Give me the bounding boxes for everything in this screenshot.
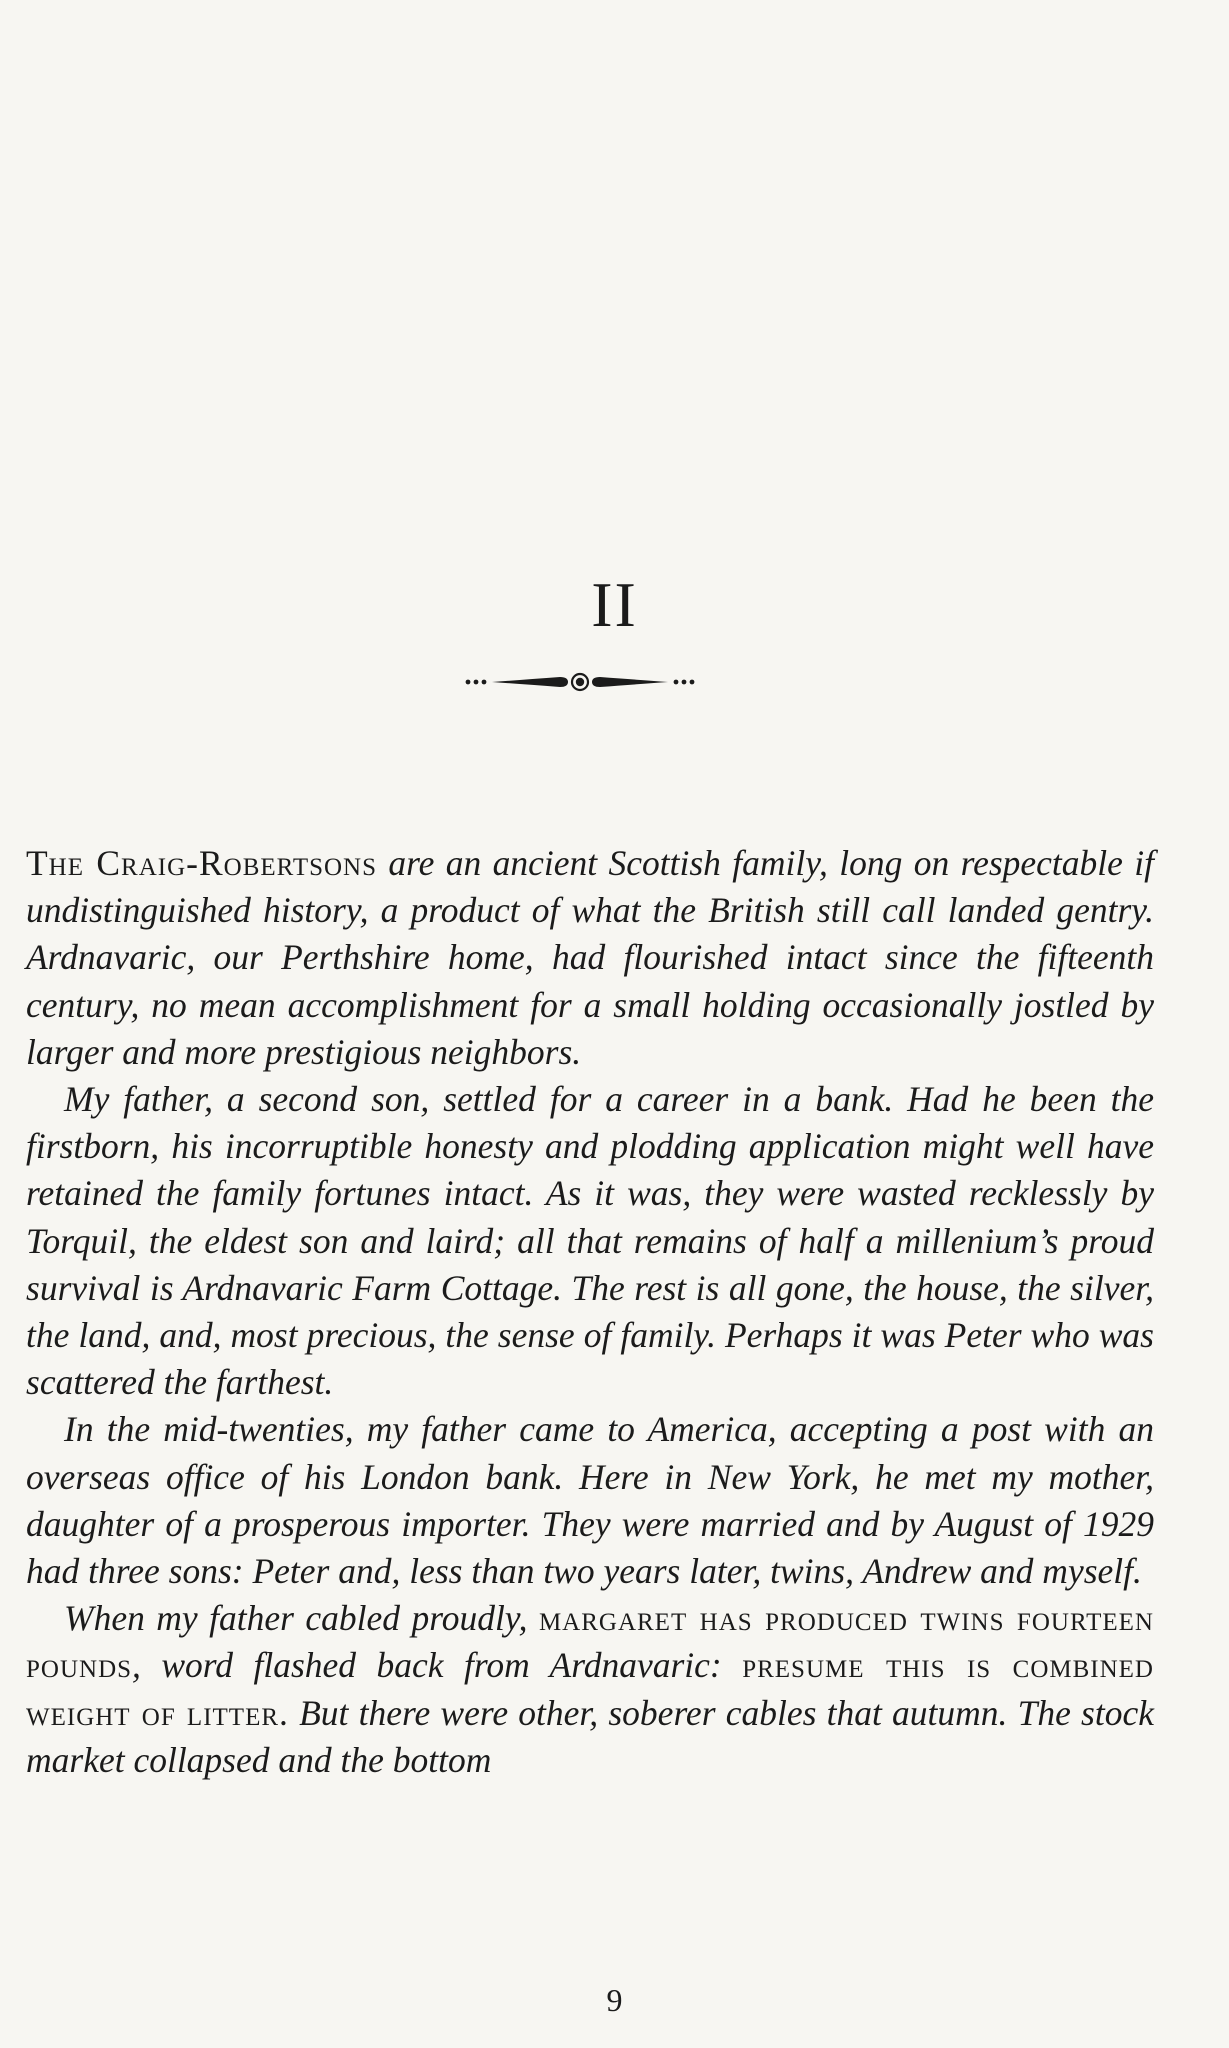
cable-text-2: presume this is combined weight of litter.	[26, 1645, 1154, 1733]
cable-text-1: margaret has produced twins fourteen pounds	[26, 1598, 1154, 1686]
page-number: 9	[606, 1982, 623, 2018]
paragraph-1	[26, 840, 1154, 1076]
flourish-divider-icon	[460, 670, 700, 694]
opening-smallcaps: The Craig-Robertsons	[26, 843, 378, 883]
paragraph-4-text-after: But there were other, soberer cables that autumn. The stock market collapsed and the bottom	[26, 1692, 1154, 1780]
paragraph-4	[26, 1595, 1154, 1784]
paragraph-3: In the mid-twenties, my father came to America, accepting a post with an overseas office of his London bank. Here in New York, he met my mother, daughter of a prosperous importer. They were married and by August of 1929 had three sons: Peter and, less than two years later, twins, Andrew and myself.	[26, 1409, 1154, 1592]
paragraph-4-text-middle: , word flashed back from Ardnavaric:	[132, 1645, 743, 1686]
paragraph-4-text-before: When my father cabled proudly,	[64, 1598, 539, 1639]
paragraph-1-text: are an ancient Scottish family, long on respectable if undistinguished history, a product of what the British still call landed gentry. Ardnavaric, our Perthshire home, had flourished intact since the fifteenth century, no mean accomplishment for a small holding occasionally jostled by larger and more prestigious neighbors.	[26, 843, 1154, 1072]
chapter-number: II	[591, 569, 638, 640]
paragraph-2: My father, a second son, settled for a career in a bank. Had he been the firstborn, his incorruptible honesty and plodding application might well have retained the family fortunes intact. As it was, they were wasted recklessly by Torquil, the eldest son and laird; all that remains of half a millenium’s proud survival is Ardnavaric Farm Cottage. The rest is all gone, the house, the silver, the land, and, most precious, the sense of family. Perhaps it was Peter who was scattered the farthest.	[26, 1079, 1154, 1403]
chapter-body	[26, 840, 1154, 1784]
